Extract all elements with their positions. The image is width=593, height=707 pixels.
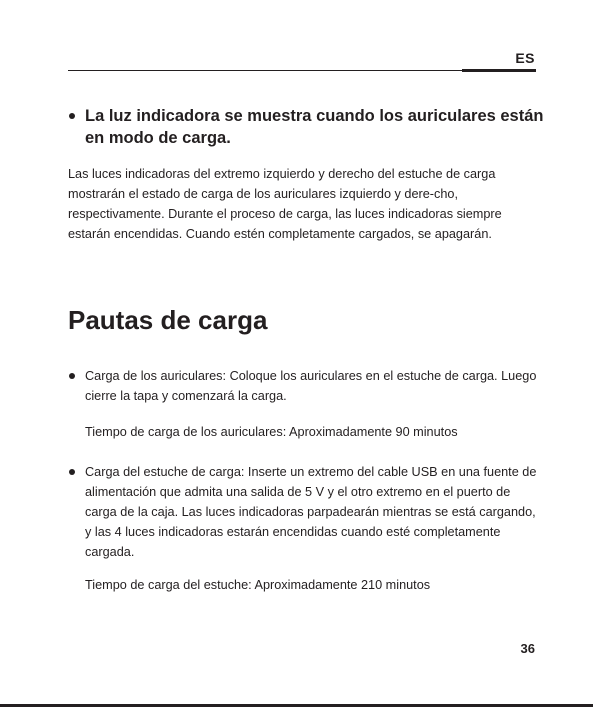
bullet-icon — [69, 373, 75, 379]
list-item-text: Carga del estuche de carga: Inserte un extremo del cable USB en una fuente de alimentación que admita una salida de 5 V y el otro extremo en el puerto de carga de la caja. Las luces indicadoras parpadearán mientras se está cargando, y las 4 luces indicadoras estarán encendidas cuando esté completamente cargada. — [85, 465, 537, 559]
bullet-icon — [69, 113, 75, 119]
intro-paragraph: Las luces indicadoras del extremo izquierdo y derecho del estuche de carga mostrarán el estado de carga de los auriculares izquierdo y dere-cho, respectivamente. Durante el proceso de carga, las luces indicadoras siempre estarán encendidas. Cuando estén completamente cargados, se apagarán. — [68, 167, 502, 241]
list-item-time: Tiempo de carga del estuche: Aproximadamente 210 minutos — [85, 578, 431, 592]
header-rule-accent — [462, 69, 536, 72]
language-code: ES — [515, 50, 535, 66]
list-item-time: Tiempo de carga de los auriculares: Aproximadamente 90 minutos — [85, 425, 458, 439]
page-number: 36 — [520, 641, 535, 656]
list-item-text: Carga de los auriculares: Coloque los auriculares en el estuche de carga. Luego cierre la tapa y comenzará la carga. — [85, 369, 537, 403]
intro-headline: La luz indicadora se muestra cuando los auriculares están en modo de carga. — [85, 107, 544, 147]
bullet-icon — [69, 469, 75, 475]
section-title: Pautas de carga — [68, 305, 268, 335]
